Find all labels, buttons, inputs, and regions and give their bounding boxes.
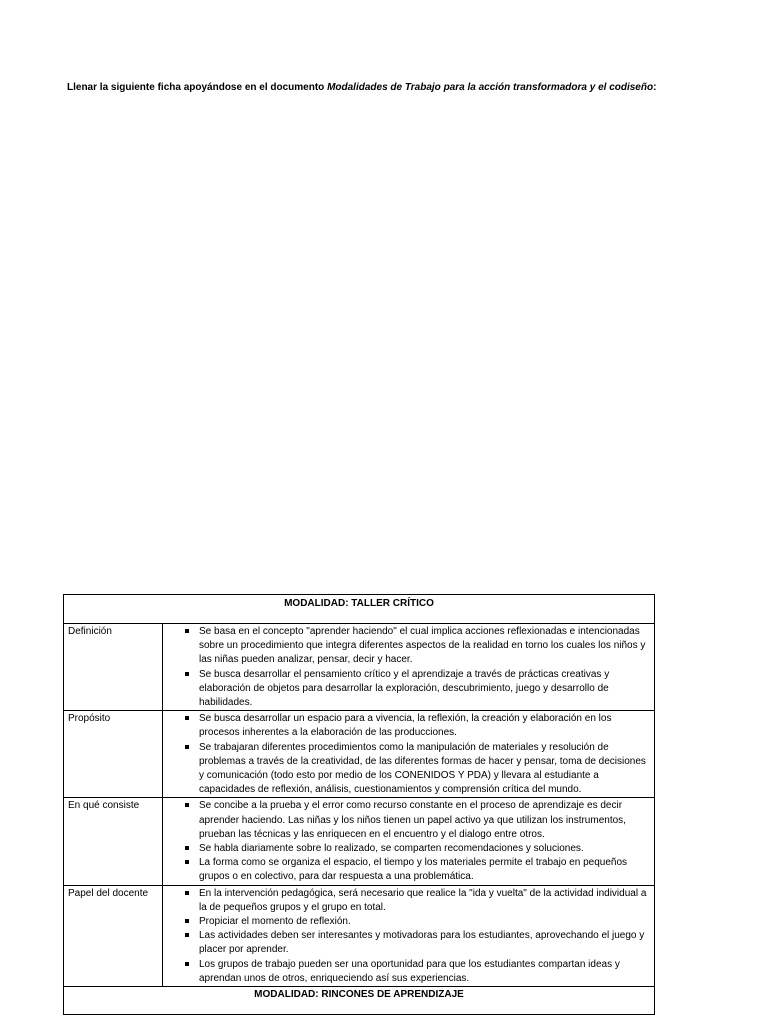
list-item: En la intervención pedagógica, será necesario que realice la "ida y vuelta" de la actividad individual a la de pequeños grupos y el grupo en total. [163,887,650,915]
row-label-proposito: Propósito [64,711,163,798]
instruction-trail: : [653,82,657,93]
list-item: Las actividades deben ser interesantes y motivadoras para los estudiantes, aprovechando el juego y placer por aprender. [163,929,650,957]
instruction-text [67,82,747,93]
list-item: Se basa en el concepto "aprender haciendo" el cual implica acciones reflexionadas e intencionadas sobre un procedimiento que integra diferentes aspectos de la realidad en torno los cuales los niños y las niñas pueden analizar, pensar, decir y hacer. [163,625,650,668]
row-content-en-que-consiste [163,798,655,885]
list-item: Se busca desarrollar un espacio para a vivencia, la reflexión, la creación y elaboración en los procesos inherentes a la elaboración de las producciones. [163,712,650,740]
instruction-lead: Llenar la siguiente ficha apoyándose en el documento [67,82,328,93]
row-label-papel-del-docente: Papel del docente [64,885,163,986]
row-content-papel-del-docente [163,885,655,986]
table-header-row [64,595,655,624]
table-header-cell: MODALIDAD: TALLER CRÍTICO [64,595,655,624]
list-item: Los grupos de trabajo pueden ser una oportunidad para que los estudiantes compartan ideas y aprendan unos de otros, enriqueciendo así sus experiencias. [163,958,650,986]
row-label-en-que-consiste: En qué consiste [64,798,163,885]
list-item: Se habla diariamente sobre lo realizado, se comparten recomendaciones y soluciones. [163,842,650,856]
table-row [64,624,655,711]
bullet-list [163,799,650,884]
table-header-row-2 [64,987,655,1015]
list-item: Se concibe a la prueba y el error como recurso constante en el proceso de aprendizaje es decir aprender haciendo. Las niñas y los niños tienen un papel activo ya que utilizan los instrumentos, prueban las técnicas y las enriquecen en el encuentro y el dialogo entre otros. [163,799,650,842]
row-content-definicion [163,624,655,711]
worksheet-table [63,594,655,1015]
document-title: Modalidades de Trabajo para la acción transformadora y el codiseño [327,82,654,93]
row-label-definicion: Definición [64,624,163,711]
next-section-header: MODALIDAD: RINCONES DE APRENDIZAJE [64,987,655,1015]
row-content-proposito [163,711,655,798]
list-item: Se trabajaran diferentes procedimientos como la manipulación de materiales y resolución de problemas a través de la creatividad, de las diferentes formas de hacer y pensar, toma de decisiones y comunicación (todo esto por medio de los CONENIDOS Y PDA) y llevara al estudiante a capacidades de reflexión, análisis, cuestionamientos y comprensión crítica del mundo. [163,741,650,798]
bullet-list [163,887,650,986]
table-row [64,798,655,885]
list-item: Se busca desarrollar el pensamiento crítico y el aprendizaje a través de prácticas creativas y elaboración de objetos para desarrollar la exploración, descubrimiento, juego y desarrollo de habilidades. [163,668,650,711]
table-row [64,711,655,798]
bullet-list [163,625,650,710]
table-row [64,885,655,986]
list-item: Propiciar el momento de reflexión. [163,915,650,929]
list-item: La forma como se organiza el espacio, el tiempo y los materiales permite el trabajo en pequeños grupos o en colectivo, para dar respuesta a una problemática. [163,856,650,884]
bullet-list [163,712,650,797]
